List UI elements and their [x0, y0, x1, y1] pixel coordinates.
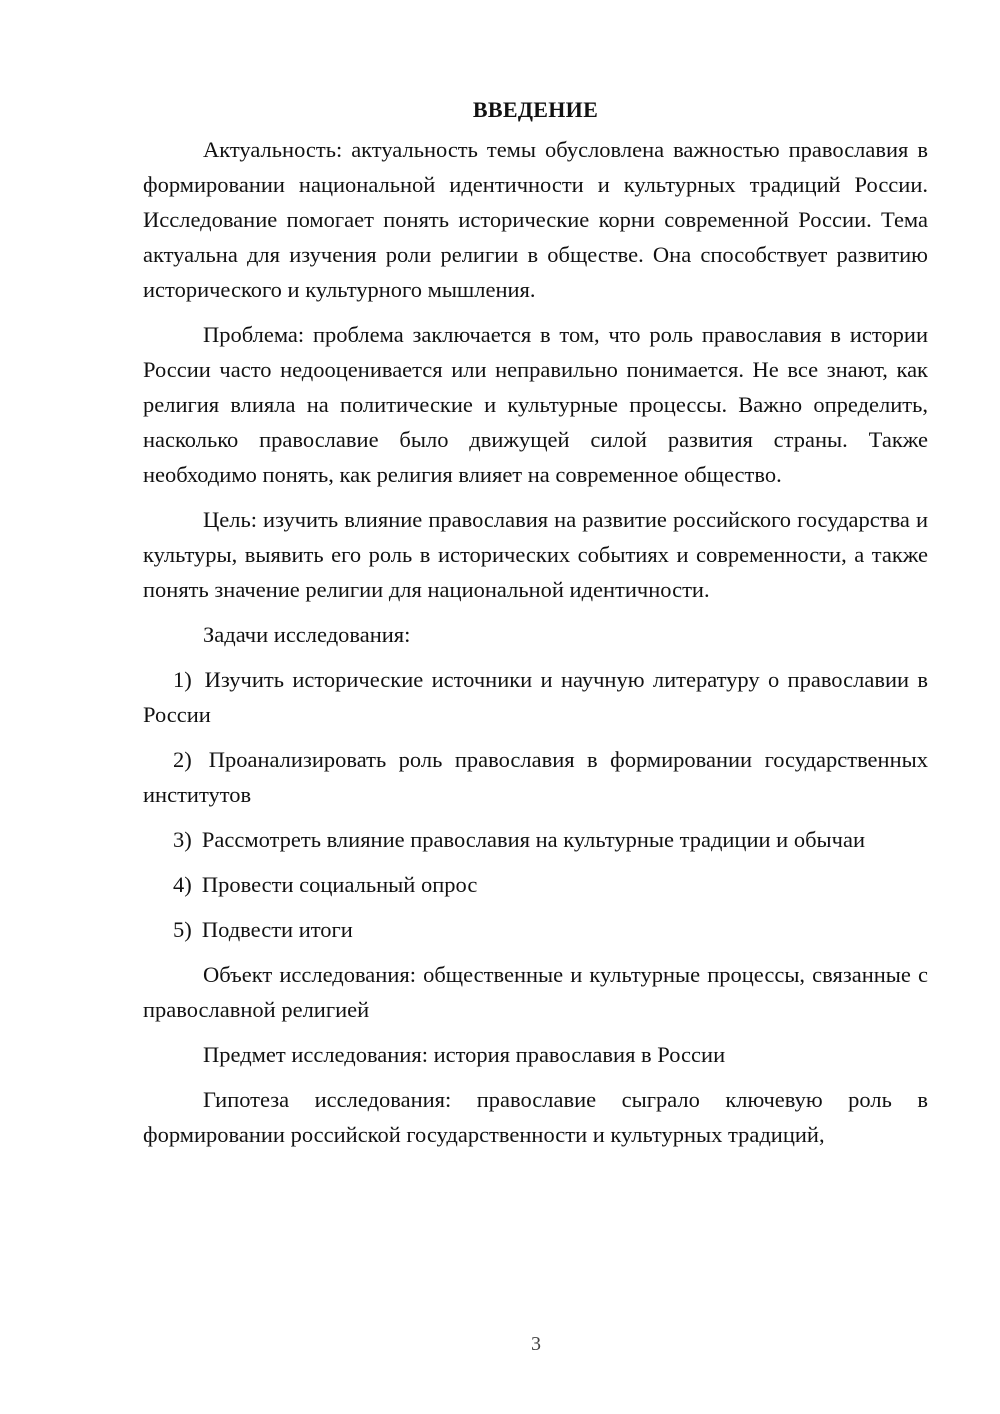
- page-number: 3: [531, 1333, 541, 1355]
- page-content: [143, 92, 928, 1162]
- task-text: Подвести итоги: [201, 917, 353, 942]
- task-number: 4): [173, 872, 192, 897]
- task-text: Рассмотреть влияние православия на культурные традиции и обычаи: [201, 827, 866, 852]
- task-item: [143, 912, 928, 947]
- task-item: [143, 822, 928, 857]
- task-text: Провести социальный опрос: [201, 872, 478, 897]
- task-number: 2): [173, 747, 192, 772]
- page-title: ВВЕДЕНИЕ: [472, 97, 599, 122]
- task-text: Проанализировать роль православия в формировании государственных институтов: [143, 747, 928, 807]
- subject-paragraph: Предмет исследования: история православия в России: [203, 1042, 726, 1067]
- hypothesis-paragraph: Гипотеза исследования: православие сыграло ключевую роль в формировании российской государственности и культурных традиций,: [143, 1087, 928, 1147]
- relevance-paragraph: Актуальность: актуальность темы обусловлена важностью православия в формировании национальной идентичности и культурных традиций России. Исследование помогает понять исторические корни современной России. Тема актуальна для изучения роли религии в обществе. Она способствует развитию исторического и культурного мышления.: [143, 137, 928, 302]
- problem-paragraph: Проблема: проблема заключается в том, что роль православия в истории России часто недооценивается или неправильно понимается. Не все знают, как религия влияла на политические и культурные процессы. Важно определить, насколько православие было движущей силой развития страны. Также необходимо понять, как религия влияет на современное общество.: [143, 322, 928, 487]
- task-number: 3): [173, 827, 192, 852]
- task-item: [143, 742, 928, 812]
- task-number: 1): [173, 667, 192, 692]
- task-item: [143, 662, 928, 732]
- tasks-heading: Задачи исследования:: [203, 622, 411, 647]
- task-item: [143, 867, 928, 902]
- task-number: 5): [173, 917, 192, 942]
- object-paragraph: Объект исследования: общественные и культурные процессы, связанные с православной религией: [143, 962, 928, 1022]
- task-text: Изучить исторические источники и научную литературу о православии в России: [143, 667, 928, 727]
- goal-paragraph: Цель: изучить влияние православия на развитие российского государства и культуры, выявить его роль в исторических событиях и современности, а также понять значение религии для национальной идентичности.: [143, 507, 928, 602]
